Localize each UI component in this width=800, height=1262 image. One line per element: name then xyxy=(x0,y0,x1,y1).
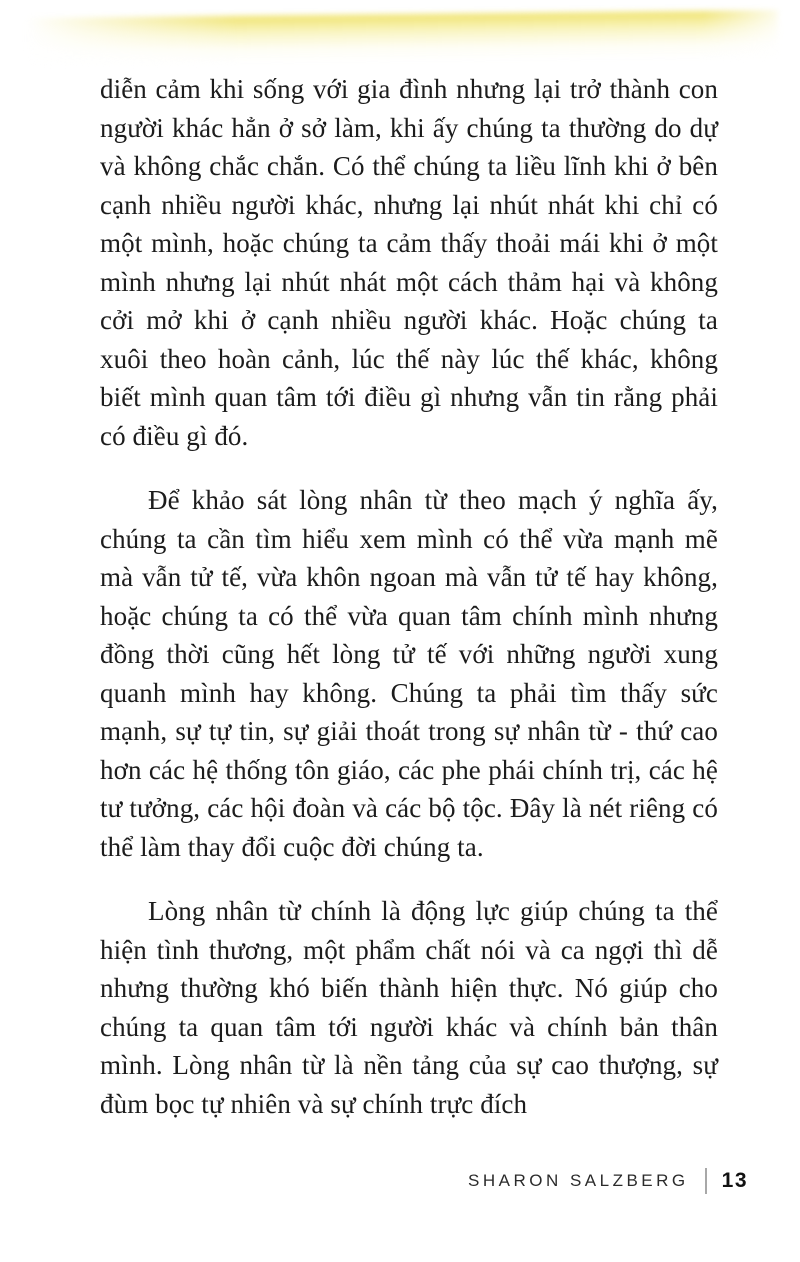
body-text xyxy=(100,70,718,1123)
footer-page-number: 13 xyxy=(721,1169,748,1192)
page-footer xyxy=(468,1168,748,1194)
body-paragraph-2: Để khảo sát lòng nhân từ theo mạch ý nghĩa ấy, chúng ta cần tìm hiểu xem mình có thể vừa mạnh mẽ mà vẫn tử tế, vừa khôn ngoan mà vẫn tử tế hay không, hoặc chúng ta có thể vừa quan tâm chính mình nhưng đồng thời cũng hết lòng tử tế với những người xung quanh mình hay không. Chúng ta phải tìm thấy sức mạnh, sự tự tin, sự giải thoát trong sự nhân từ - thứ cao hơn các hệ thống tôn giáo, các phe phái chính trị, các hệ tư tưởng, các hội đoàn và các bộ tộc. Đây là nét riêng có thể làm thay đổi cuộc đời chúng ta. xyxy=(100,485,718,862)
body-paragraph-1: diễn cảm khi sống với gia đình nhưng lại trở thành con người khác hẳn ở sở làm, khi ấy chúng ta thường do dự và không chắc chắn. Có thể chúng ta liều lĩnh khi ở bên cạnh nhiều người khác, nhưng lại nhút nhát khi chỉ có một mình, hoặc chúng ta cảm thấy thoải mái khi ở một mình nhưng lại nhút nhát một cách thảm hại và không cởi mở khi ở cạnh nhiều người khác. Hoặc chúng ta xuôi theo hoàn cảnh, lúc thế này lúc thế khác, không biết mình quan tâm tới điều gì nhưng vẫn tin rằng phải có điều gì đó. xyxy=(100,74,718,451)
page-top-scan-artifact xyxy=(26,10,778,66)
footer-author-name: SHARON SALZBERG xyxy=(467,1171,689,1190)
footer-divider xyxy=(705,1168,707,1194)
body-paragraph-3: Lòng nhân từ chính là động lực giúp chúng ta thể hiện tình thương, một phẩm chất nói và ca ngợi thì dễ nhưng thường khó biến thành hiện thực. Nó giúp cho chúng ta quan tâm tới người khác và chính bản thân mình. Lòng nhân từ là nền tảng của sự cao thượng, sự đùm bọc tự nhiên và sự chính trực đích xyxy=(100,896,718,1119)
